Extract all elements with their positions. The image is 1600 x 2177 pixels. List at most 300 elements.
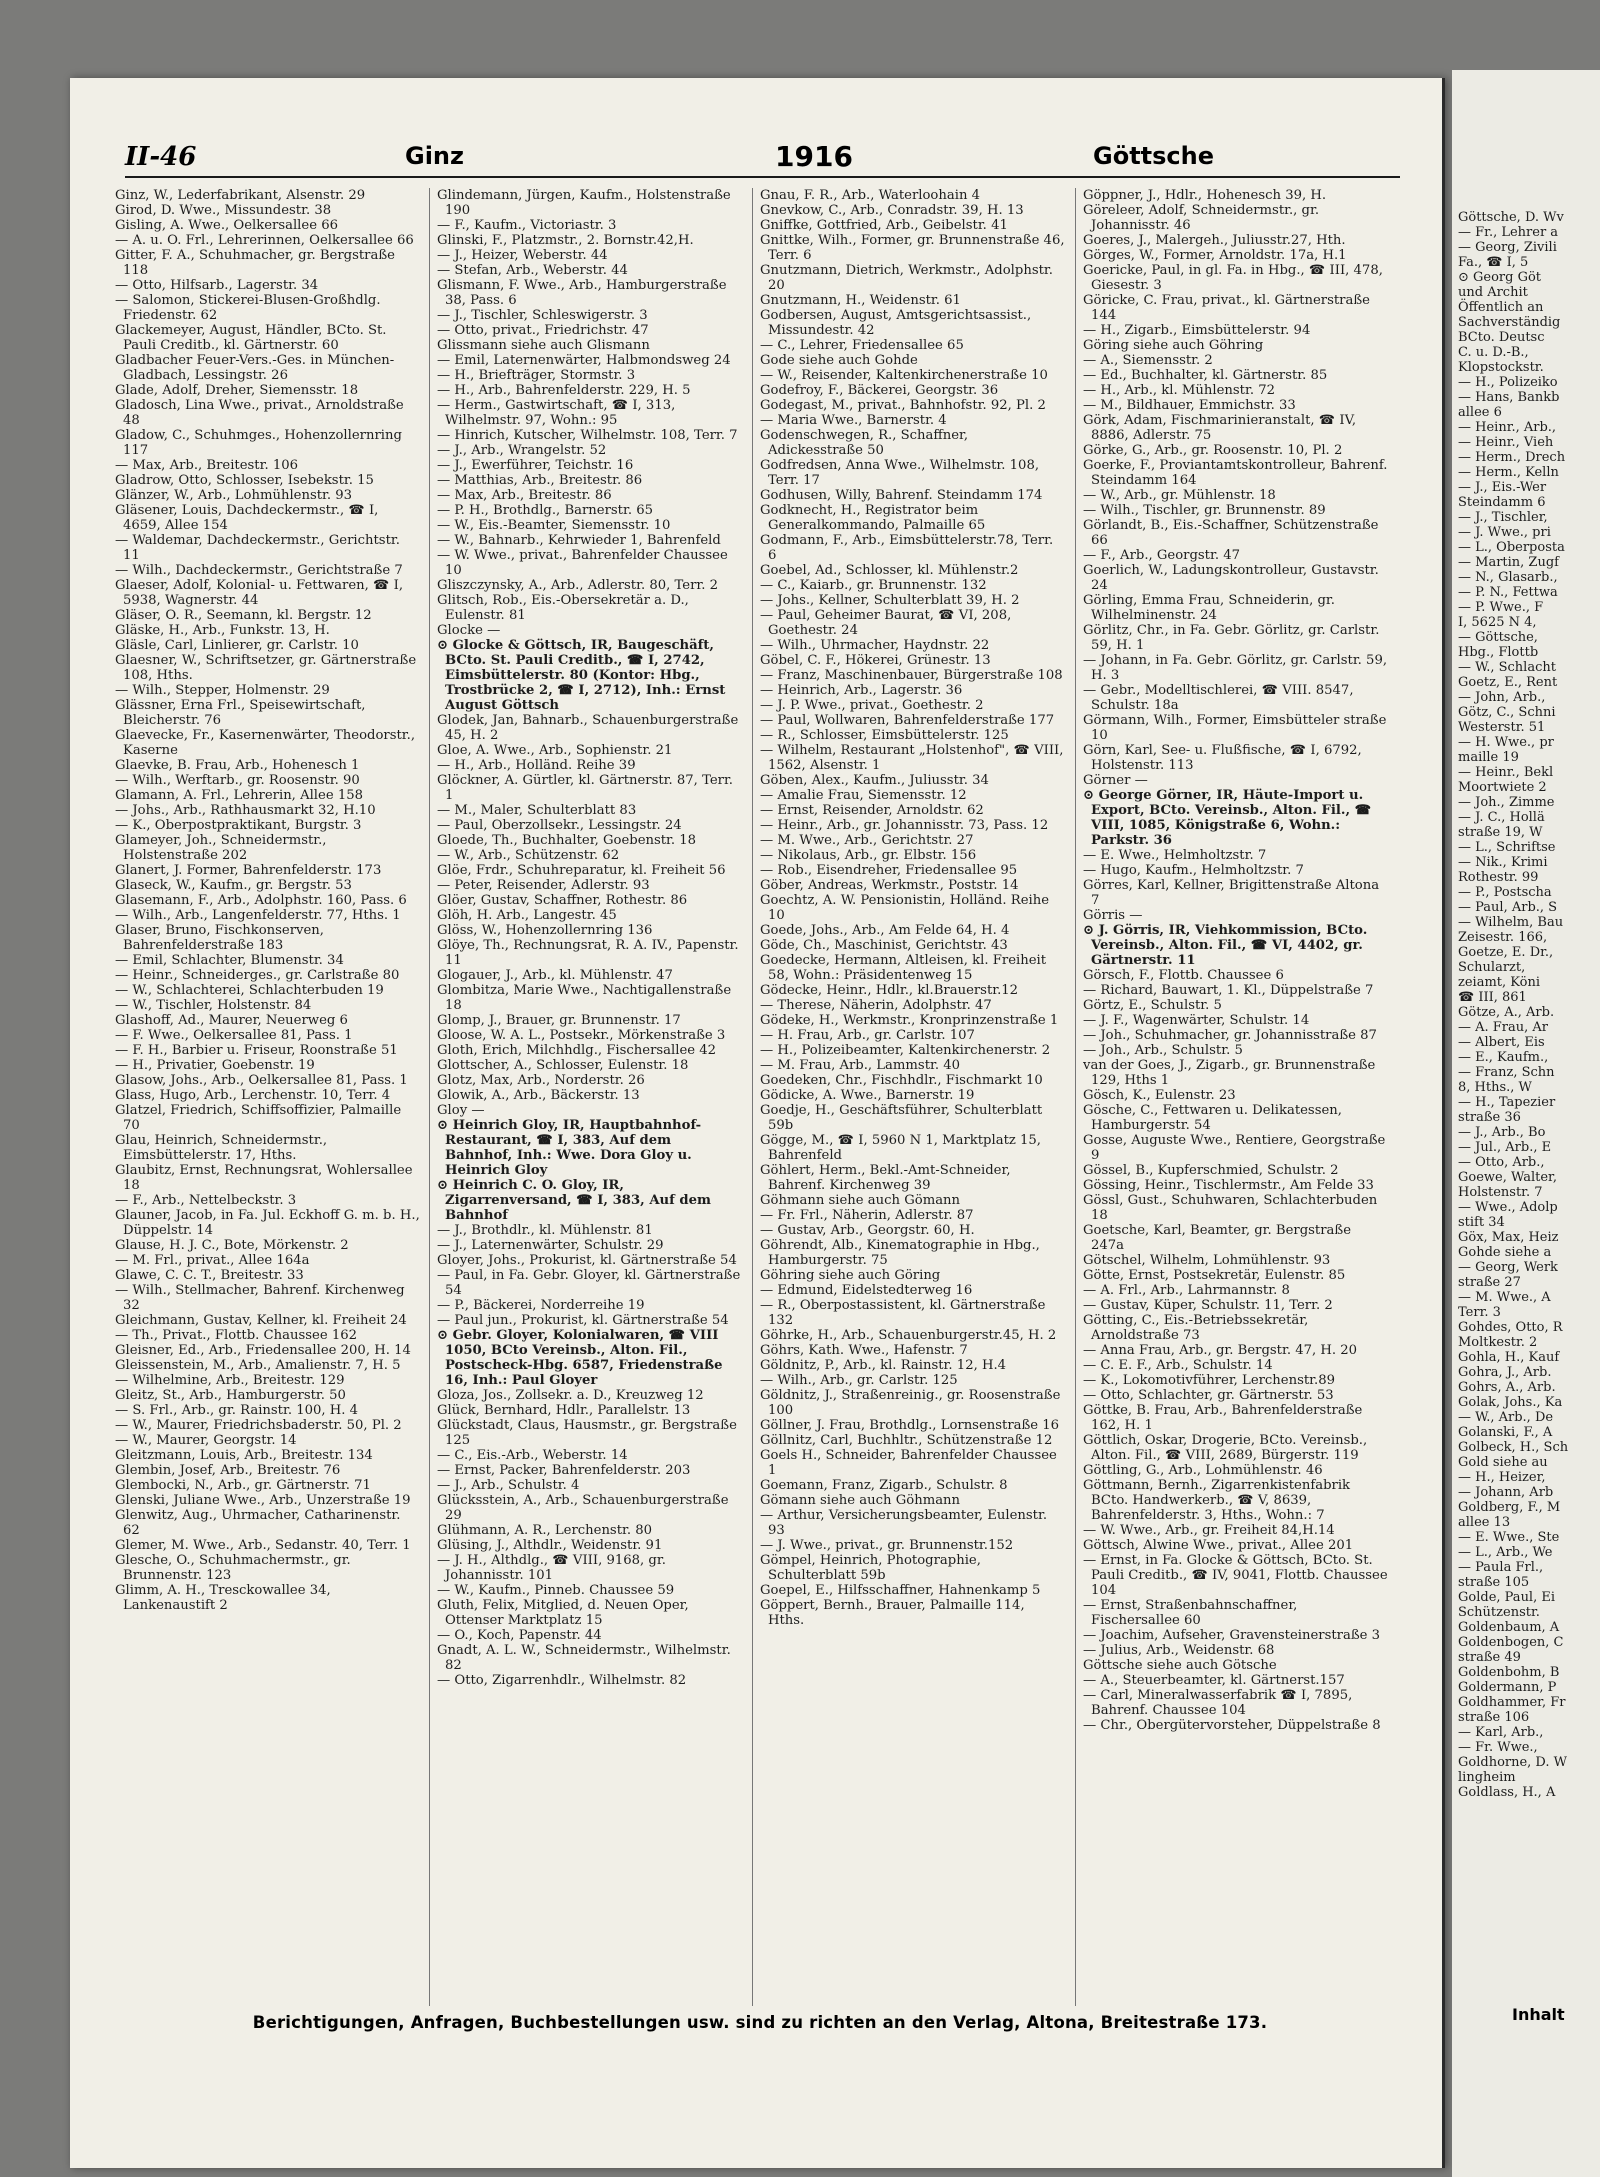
directory-entry: Glatzel, Friedrich, Schiffsoffizier, Palmaille 70 [115,1103,402,1133]
directory-entry: Goepel, E., Hilfsschaffner, Hahnenkamp 5 [760,1583,1041,1598]
directory-entry: Glitsch, Rob., Eis.-Obersekretär a. D., Eulenstr. 81 [437,593,689,623]
directory-entry: Glaseck, W., Kaufm., gr. Bergstr. 53 [115,878,352,893]
directory-entry: ⊙ Gebr. Gloyer, Kolonialwaren, ☎ VIII 1050, BCto Vereinsb., Alton. Fil., Postscheck-Hbg. 6587, Friedenstraße 16, Inh.: Paul Gloyer [437,1328,723,1388]
adjacent-page-line: — H., Polizeiko [1458,375,1558,390]
directory-entry: Godegast, M., privat., Bahnhofstr. 92, Pl. 2 [760,398,1046,413]
directory-entry: Glässner, Erna Frl., Speisewirtschaft, Bleicherstr. 76 [115,698,366,728]
directory-entry: Götte, Ernst, Postsekretär, Eulenstr. 85 [1083,1268,1346,1283]
adjacent-page-line: — J. Wwe., pri [1458,525,1551,540]
directory-entry: Görk, Adam, Fischmarinieranstalt, ☎ IV, 8886, Adlerstr. 75 [1083,413,1357,443]
directory-entry: — W., Tischler, Holstenstr. 84 [115,998,312,1013]
directory-entry: Glasemann, F., Arb., Adolphstr. 160, Pass. 6 [115,893,407,908]
column-divider [1075,188,1076,2006]
adjacent-page-line: ⊙ Georg Göt [1458,270,1542,285]
directory-entry: Gläske, H., Arb., Funkstr. 13, H. [115,623,330,638]
directory-entry: Görling, Emma Frau, Schneiderin, gr. Wilhelminenstr. 24 [1083,593,1335,623]
directory-entry: — C., Eis.-Arb., Weberstr. 14 [437,1448,628,1463]
directory-entry: — Waldemar, Dachdeckermstr., Gerichtstr. 11 [115,533,400,563]
adjacent-page-line: — W., Arb., De [1458,1410,1554,1425]
directory-entry: — F. Wwe., Oelkersallee 81, Pass. 1 [115,1028,353,1043]
directory-entry: Göldnitz, J., Straßenreinig., gr. Roosenstraße 100 [760,1388,1061,1418]
adjacent-page-line: — Martin, Zugf [1458,555,1559,570]
adjacent-page-line: — W., Schlacht [1458,660,1556,675]
adjacent-page-line: — H., Heizer, [1458,1470,1546,1485]
directory-entry: Göricke, C. Frau, privat., kl. Gärtnerstraße 144 [1083,293,1370,323]
directory-entry: — R., Oberpostassistent, kl. Gärtnerstraße 132 [760,1298,1046,1328]
adjacent-page-line: Goldhammer, Fr [1458,1695,1566,1710]
directory-entry: Glöckner, A. Gürtler, kl. Gärtnerstr. 87, Terr. 1 [437,773,733,803]
directory-entry: — Emil, Schlachter, Blumenstr. 34 [115,953,344,968]
directory-entry: — Ernst, in Fa. Glocke & Göttsch, BCto. St. Pauli Creditb., ☎ IV, 9041, Flottb. Chaussee 104 [1083,1553,1388,1598]
adjacent-page-line: Gohla, H., Kauf [1458,1350,1560,1365]
directory-entry: Goeres, J., Malergeh., Juliusstr.27, Hth. [1083,233,1346,248]
directory-entry: — Rob., Eisendreher, Friedensallee 95 [760,863,1018,878]
directory-entry: — J. F., Wagenwärter, Schulstr. 14 [1083,1013,1310,1028]
directory-entry: — Wilh., Stepper, Holmenstr. 29 [115,683,330,698]
adjacent-page-line: Schützenstr. [1458,1605,1540,1620]
adjacent-page-line: — J., Arb., Bo [1458,1125,1546,1140]
directory-entry: Gluth, Felix, Mitglied, d. Neuen Oper, Ottenser Marktplatz 15 [437,1598,689,1628]
directory-entry: Gloza, Jos., Zollsekr. a. D., Kreuzweg 12 [437,1388,704,1403]
directory-entry: Gläsener, Louis, Dachdeckermstr., ☎ I, 4659, Allee 154 [115,503,379,533]
directory-entry: Gösche, C., Fettwaren u. Delikatessen, Hamburgerstr. 54 [1083,1103,1342,1133]
adjacent-page-line: lingheim [1458,1770,1516,1785]
directory-entry: — Matthias, Arb., Breitestr. 86 [437,473,643,488]
directory-entry: Goerlich, W., Ladungskontrolleur, Gustavstr. 24 [1083,563,1379,593]
directory-entry: Glück, Bernhard, Hdlr., Parallelstr. 13 [437,1403,691,1418]
directory-entry: Gladow, C., Schuhmges., Hohenzollernring 117 [115,428,402,458]
adjacent-page-line: — A. Frau, Ar [1458,1020,1549,1035]
directory-entry: Glomp, J., Brauer, gr. Brunnenstr. 17 [437,1013,681,1028]
adjacent-page-line: maille 19 [1458,750,1519,765]
directory-entry: Gladrow, Otto, Schlosser, Isebekstr. 15 [115,473,374,488]
directory-entry: Goedeken, Chr., Fischhdlr., Fischmarkt 10 [760,1073,1043,1088]
directory-entry: Gladosch, Lina Wwe., privat., Arnoldstraße 48 [115,398,404,428]
directory-entry: Göttsche siehe auch Götsche [1083,1658,1277,1673]
directory-entry: Goericke, Paul, in gl. Fa. in Hbg., ☎ III, 478, Giesestr. 3 [1083,263,1383,293]
directory-entry: — Emil, Laternenwärter, Halbmondsweg 24 [437,353,731,368]
directory-entry: Glauner, Jacob, in Fa. Jul. Eckhoff G. m. b. H., Düppelstr. 14 [115,1208,420,1238]
directory-entry: van der Goes, J., Zigarb., gr. Brunnenstraße 129, Hths 1 [1083,1058,1376,1088]
directory-entry: — J., Ewerführer, Teichstr. 16 [437,458,634,473]
adjacent-page-line: und Archit [1458,285,1528,300]
directory-entry: — W., Schlachterei, Schlachterbuden 19 [115,983,384,998]
directory-entry: — Wilhelm, Restaurant „Holstenhof", ☎ VIII, 1562, Alsenstr. 1 [760,743,1064,773]
directory-entry: Görlandt, B., Eis.-Schaffner, Schützenstraße 66 [1083,518,1379,548]
adjacent-page-line: Goldberg, F., M [1458,1500,1561,1515]
directory-entry: Glause, H. J. C., Bote, Mörkenstr. 2 [115,1238,349,1253]
directory-entry: Goechtz, A. W. Pensionistin, Holländ. Reihe 10 [760,893,1050,923]
directory-entry: Glass, Hugo, Arb., Lerchenstr. 10, Terr. 4 [115,1088,391,1103]
adjacent-page-line: — J. C., Hollä [1458,810,1545,825]
directory-entry: Glowik, A., Arb., Bäckerstr. 13 [437,1088,640,1103]
directory-entry: — Hugo, Kaufm., Helmholtzstr. 7 [1083,863,1304,878]
adjacent-page-line: — M. Wwe., A [1458,1290,1551,1305]
directory-entry: Göttsch, Alwine Wwe., privat., Allee 201 [1083,1538,1354,1553]
directory-entry: — H., Briefträger, Stormstr. 3 [437,368,636,383]
directory-entry: Görlitz, Chr., in Fa. Gebr. Görlitz, gr. Carlstr. 59, H. 1 [1083,623,1380,653]
directory-entry: Göber, Andreas, Werkmstr., Poststr. 14 [760,878,1019,893]
adjacent-page-line: — E., Kaufm., [1458,1050,1549,1065]
directory-entry: Glismann, F. Wwe., Arb., Hamburgerstraße 38, Pass. 6 [437,278,727,308]
directory-entry: Glänzer, W., Arb., Lohmühlenstr. 93 [115,488,353,503]
adjacent-page-line: — H., Tapezier [1458,1095,1556,1110]
adjacent-page-line: — Albert, Eis [1458,1035,1545,1050]
adjacent-page-line: Zeisestr. 166, [1458,930,1548,945]
directory-entry: — C., Lehrer, Friedensallee 65 [760,338,964,353]
directory-entry: Glühmann, A. R., Lerchenstr. 80 [437,1523,653,1538]
adjacent-page-line: — J., Tischler, [1458,510,1548,525]
directory-entry: Gloyer, Johs., Prokurist, kl. Gärtnerstraße 54 [437,1253,737,1268]
adjacent-page-line: — L., Arb., We [1458,1545,1553,1560]
adjacent-page-line: — E. Wwe., Ste [1458,1530,1560,1545]
directory-entry: Glotz, Max, Arb., Norderstr. 26 [437,1073,645,1088]
directory-entry: — Chr., Obergütervorsteher, Düppelstraße 8 [1083,1718,1381,1733]
directory-entry: — Julius, Arb., Weidenstr. 68 [1083,1643,1275,1658]
directory-entry: Glimm, A. H., Tresckowallee 34, Lankenaustift 2 [115,1583,331,1613]
directory-entry: Goede, Johs., Arb., Am Felde 64, H. 4 [760,923,1010,938]
directory-entry: Gliszczynsky, A., Arb., Adlerstr. 80, Terr. 2 [437,578,719,593]
directory-entry: Glinski, F., Platzmstr., 2. Bornstr.42,H. [437,233,694,248]
directory-entry: Gnevkow, C., Arb., Conradstr. 39, H. 13 [760,203,1024,218]
directory-entry: — Ernst, Reisender, Arnoldstr. 62 [760,803,984,818]
directory-entry: Gniffke, Gottfried, Arb., Geibelstr. 41 [760,218,1008,233]
directory-entry: Godfredsen, Anna Wwe., Wilhelmstr. 108, Terr. 17 [760,458,1040,488]
adjacent-page-line: straße 49 [1458,1650,1521,1665]
directory-entry: Göttke, B. Frau, Arb., Bahrenfelderstraße 162, H. 1 [1083,1403,1363,1433]
directory-entry: Gloe, A. Wwe., Arb., Sophienstr. 21 [437,743,673,758]
directory-entry: Gleitz, St., Arb., Hamburgerstr. 50 [115,1388,346,1403]
directory-entry: — E. Wwe., Helmholtzstr. 7 [1083,848,1267,863]
column-3 [760,188,1065,2006]
adjacent-page-line: Rothestr. 99 [1458,870,1539,885]
adjacent-page-line: — Herm., Drech [1458,450,1566,465]
directory-entry: — H., Polizeibeamter, Kaltenkirchenerstr. 2 [760,1043,1051,1058]
directory-entry: Gödeke, H., Werkmstr., Kronprinzenstraße 1 [760,1013,1059,1028]
directory-entry: Glesche, O., Schuhmachermstr., gr. Brunnenstr. 123 [115,1553,351,1583]
directory-entry: Gnutzmann, H., Weidenstr. 61 [760,293,961,308]
directory-entry: — Hinrich, Kutscher, Wilhelmstr. 108, Terr. 7 [437,428,738,443]
directory-entry: Gloede, Th., Buchhalter, Goebenstr. 18 [437,833,697,848]
directory-entry: Glaeser, Adolf, Kolonial- u. Fettwaren, ☎ I, 5938, Wagnerstr. 44 [115,578,404,608]
directory-entry: Gläsle, Carl, Linlierer, gr. Carlstr. 10 [115,638,359,653]
directory-entry: — Salomon, Stickerei-Blusen-Großhdlg. Friedenstr. 62 [115,293,381,323]
adjacent-page-line: — Georg, Werk [1458,1260,1558,1275]
directory-entry: Glöss, W., Hohenzollernring 136 [437,923,653,938]
adjacent-page-line: I, 5625 N 4, [1458,615,1537,630]
adjacent-page-line: — N., Glasarb., [1458,570,1558,585]
directory-entry: — H., Privatier, Goebenstr. 19 [115,1058,315,1073]
directory-entry: Glodek, Jan, Bahnarb., Schauenburgerstraße 45, H. 2 [437,713,739,743]
directory-entry: — H., Arb., kl. Mühlenstr. 72 [1083,383,1275,398]
adjacent-page-line: Goldermann, P [1458,1680,1557,1695]
directory-entry: Gössel, B., Kupferschmied, Schulstr. 2 [1083,1163,1339,1178]
adjacent-page-line: straße 105 [1458,1575,1530,1590]
directory-entry: — A. Frl., Arb., Lahrmannstr. 8 [1083,1283,1290,1298]
directory-entry: — Arthur, Versicherungsbeamter, Eulenstr. 93 [760,1508,1048,1538]
directory-entry: — Max, Arb., Breitestr. 106 [115,458,299,473]
directory-entry: — Amalie Frau, Siemensstr. 12 [760,788,967,803]
directory-entry: Görke, G., Arb., gr. Roosenstr. 10, Pl. 2 [1083,443,1343,458]
directory-entry: — M., Maler, Schulterblatt 83 [437,803,637,818]
directory-entry: — W., Arb., Schützenstr. 62 [437,848,620,863]
directory-entry: Glöer, Gustav, Schaffner, Rothestr. 86 [437,893,688,908]
directory-entry: — W., Maurer, Georgstr. 14 [115,1433,297,1448]
adjacent-page-line: Moltkestr. 2 [1458,1335,1538,1350]
directory-entry: — Gustav, Küper, Schulstr. 11, Terr. 2 [1083,1298,1333,1313]
directory-entry: Gnau, F. R., Arb., Waterloohain 4 [760,188,981,203]
directory-entry: Göde, Ch., Maschinist, Gerichtstr. 43 [760,938,1008,953]
directory-entry: Godknecht, H., Registrator beim Generalkommando, Palmaille 65 [760,503,986,533]
directory-entry: Goedje, H., Geschäftsführer, Schulterblatt 59b [760,1103,1043,1133]
directory-entry: — Ed., Buchhalter, kl. Gärtnerstr. 85 [1083,368,1328,383]
directory-entry: Glau, Heinrich, Schneidermstr., Eimsbüttelerstr. 17, Hths. [115,1133,328,1163]
directory-entry: Gode siehe auch Gohde [760,353,918,368]
adjacent-page-line: Goldlass, H., A [1458,1785,1556,1800]
directory-entry: — H. Frau, Arb., gr. Carlstr. 107 [760,1028,975,1043]
directory-entry: — P. H., Brothdlg., Barnerstr. 65 [437,503,653,518]
directory-entry: Göllnitz, Carl, Buchhltr., Schützenstraße 12 [760,1433,1053,1448]
directory-entry: Gnittke, Wilh., Former, gr. Brunnenstraße 46, Terr. 6 [760,233,1065,263]
directory-entry: — Fr. Frl., Näherin, Adlerstr. 87 [760,1208,974,1223]
directory-entry: — J. H., Althdlg., ☎ VIII, 9168, gr. Johannisstr. 101 [437,1553,666,1583]
directory-entry: — Joachim, Aufseher, Gravensteinerstraße 3 [1083,1628,1381,1643]
directory-entry: — M. Frau, Arb., Lammstr. 40 [760,1058,961,1073]
adjacent-page-line: 8, Hths., W [1458,1080,1532,1095]
adjacent-page-line: Westerstr. 51 [1458,720,1546,735]
directory-entry: — C. E. F., Arb., Schulstr. 14 [1083,1358,1273,1373]
directory-entry: Glöh, H. Arb., Langestr. 45 [437,908,617,923]
adjacent-page-line: — Jul., Arb., E [1458,1140,1552,1155]
directory-entry: — Wilh., Dachdeckermstr., Gerichtstraße 7 [115,563,403,578]
column-4 [1083,188,1388,2006]
directory-entry: Glaesner, W., Schriftsetzer, gr. Gärtnerstraße 108, Hths. [115,653,417,683]
directory-entry: Glenwitz, Aug., Uhrmacher, Catharinenstr. 62 [115,1508,401,1538]
directory-entry: — Herm., Gastwirtschaft, ☎ I, 313, Wilhelmstr. 97, Wohn.: 95 [437,398,676,428]
adjacent-page-line: Terr. 3 [1458,1305,1501,1320]
directory-entry: Göttling, G., Arb., Lohmühlenstr. 46 [1083,1463,1323,1478]
column-divider [752,188,753,2006]
directory-entry: — J., Brothdlr., kl. Mühlenstr. 81 [437,1223,653,1238]
adjacent-page-line: — Paul, Arb., S [1458,900,1558,915]
adjacent-page-line: Göx, Max, Heiz [1458,1230,1559,1245]
directory-entry: — Nikolaus, Arb., gr. Elbstr. 156 [760,848,977,863]
directory-entry: — A., Steuerbeamter, kl. Gärtnerst.157 [1083,1673,1345,1688]
adjacent-page-line: allee 13 [1458,1515,1511,1530]
directory-entry: — W., Arb., gr. Mühlenstr. 18 [1083,488,1276,503]
directory-entry: Glashoff, Ad., Maurer, Neuerweg 6 [115,1013,348,1028]
directory-entry: Gleichmann, Gustav, Kellner, kl. Freiheit 24 [115,1313,407,1328]
directory-entry: Göhrke, H., Arb., Schauenburgerstr.45, H. 2 [760,1328,1057,1343]
directory-entry: Gläser, O. R., Seemann, kl. Bergstr. 12 [115,608,372,623]
adjacent-page-line: — Wwe., Adolp [1458,1200,1558,1215]
adjacent-page-line: — P. N., Fettwa [1458,585,1558,600]
directory-entry: — Paul, Geheimer Baurat, ☎ VI, 208, Goethestr. 24 [760,608,1012,638]
directory-entry: — J., Laternenwärter, Schulstr. 29 [437,1238,664,1253]
adjacent-page-line: — J., Eis.-Wer [1458,480,1547,495]
adjacent-page-line: Golak, Johs., Ka [1458,1395,1563,1410]
directory-entry: — W., Kaufm., Pinneb. Chaussee 59 [437,1583,675,1598]
directory-entry: Gödicke, A. Wwe., Barnerstr. 19 [760,1088,975,1103]
adjacent-page-edge [1452,70,1600,2177]
directory-entry: Gögge, M., ☎ I, 5960 N 1, Marktplatz 15, Bahrenfeld [760,1133,1041,1163]
adjacent-page-line: BCto. Deutsc [1458,330,1545,345]
directory-entry: — Paul jun., Prokurist, kl. Gärtnerstraße 54 [437,1313,729,1328]
directory-entry: Gosse, Auguste Wwe., Rentiere, Georgstraße 9 [1083,1133,1386,1163]
directory-entry: — F. H., Barbier u. Friseur, Roonstraße 51 [115,1043,398,1058]
directory-entry: — H., Zigarb., Eimsbüttelerstr. 94 [1083,323,1311,338]
adjacent-page-line: — Fr. Wwe., [1458,1740,1538,1755]
directory-entry: — M. Wwe., Arb., Gerichtstr. 27 [760,833,974,848]
adjacent-page-line: Gohra, J., Arb. [1458,1365,1552,1380]
adjacent-page-line: Götze, A., Arb. [1458,1005,1555,1020]
directory-entry: Glöye, Th., Rechnungsrat, R. A. IV., Papenstr. 11 [437,938,739,968]
directory-entry: — Therese, Näherin, Adolphstr. 47 [760,998,992,1013]
adjacent-page-line: Golbeck, H., Sch [1458,1440,1569,1455]
adjacent-page-line: allee 6 [1458,405,1502,420]
directory-entry: — Peter, Reisender, Adlerstr. 93 [437,878,650,893]
adjacent-page-line: — Göttsche, [1458,630,1538,645]
directory-entry: — A. u. O. Frl., Lehrerinnen, Oelkersallee 66 [115,233,414,248]
adjacent-page-line: straße 36 [1458,1110,1521,1125]
directory-entry: Godefroy, F., Bäckerei, Georgstr. 36 [760,383,999,398]
adjacent-page-line: C. u. D.-B., [1458,345,1529,360]
adjacent-page-line: Holstenstr. 7 [1458,1185,1543,1200]
adjacent-page-line: Götz, C., Schni [1458,705,1556,720]
directory-entry: Glindemann, Jürgen, Kaufm., Holstenstraße 190 [437,188,731,218]
directory-entry: — K., Lokomotivführer, Lerchenstr.89 [1083,1373,1335,1388]
directory-entry: Glogauer, J., Arb., kl. Mühlenstr. 47 [437,968,673,983]
directory-entry: Görges, W., Former, Arnoldstr. 17a, H.1 [1083,248,1347,263]
directory-entry: Glemer, M. Wwe., Arb., Sedanstr. 40, Terr. 1 [115,1538,411,1553]
adjacent-page-line: — P., Postscha [1458,885,1552,900]
directory-entry: Görmann, Wilh., Former, Eimsbütteler straße 10 [1083,713,1387,743]
directory-entry: — Wilh., Uhrmacher, Haydnstr. 22 [760,638,990,653]
directory-entry: Görner — [1083,773,1148,788]
directory-entry: — F., Arb., Nettelbeckstr. 3 [115,1193,297,1208]
directory-entry: — Edmund, Eidelstedterweg 16 [760,1283,973,1298]
directory-entry: Glückstadt, Claus, Hausmstr., gr. Bergstraße 125 [437,1418,737,1448]
adjacent-page-line: — Nik., Krimi [1458,855,1548,870]
directory-entry: Glamann, A. Frl., Lehrerin, Allee 158 [115,788,363,803]
directory-entry: — C., Kaiarb., gr. Brunnenstr. 132 [760,578,987,593]
adjacent-page-line: — Herm., Kelln [1458,465,1559,480]
adjacent-page-line: Gold siehe au [1458,1455,1548,1470]
adjacent-page-line: — Fr., Lehrer a [1458,225,1559,240]
first-entry-heading: Ginz [405,142,464,170]
adjacent-page-line: Goetze, E. Dr., [1458,945,1554,960]
adjacent-page-line: Steindamm 6 [1458,495,1546,510]
directory-entry: Gösch, K., Eulenstr. 23 [1083,1088,1236,1103]
directory-entry: — J. Wwe., privat., gr. Brunnenstr.152 [760,1538,1014,1553]
directory-entry: Glembin, Josef, Arb., Breitestr. 76 [115,1463,341,1478]
directory-entry: — A., Siemensstr. 2 [1083,353,1213,368]
directory-entry: — Wilh., Arb., Langenfelderstr. 77, Hths. 1 [115,908,401,923]
directory-entry: — Joh., Arb., Schulstr. 5 [1083,1043,1243,1058]
directory-entry: — R., Schlosser, Eimsbüttelerstr. 125 [760,728,1009,743]
directory-entry: Ginz, W., Lederfabrikant, Alsenstr. 29 [115,188,366,203]
directory-entry: Göttmann, Bernh., Zigarrenkistenfabrik BCto. Handwerkerb., ☎ V, 8639, Bahrenfelderstr. 3, Hths., Wohn.: 7 [1083,1478,1351,1523]
adjacent-page-line: zeiamt, Köni [1458,975,1540,990]
directory-entry: Gitter, F. A., Schuhmacher, gr. Bergstraße 118 [115,248,395,278]
directory-entry: — Th., Privat., Flottb. Chaussee 162 [115,1328,358,1343]
directory-entry: Glasow, Johs., Arb., Oelkersallee 81, Pass. 1 [115,1073,408,1088]
directory-entry: — Franz, Maschinenbauer, Bürgerstraße 108 [760,668,1063,683]
adjacent-page-lines [1458,210,1568,1800]
directory-entry: — Maria Wwe., Barnerstr. 4 [760,413,947,428]
column-2 [437,188,742,2006]
directory-entry: Göring siehe auch Göhring [1083,338,1264,353]
directory-entry: — Richard, Bauwart, 1. Kl., Düppelstraße 7 [1083,983,1374,998]
directory-entry: Gloth, Erich, Milchhdlg., Fischersallee 42 [437,1043,717,1058]
directory-entry: — Carl, Mineralwasserfabrik ☎ I, 7895, Bahrenf. Chaussee 104 [1083,1688,1353,1718]
directory-entry: Göhrs, Kath. Wwe., Hafenstr. 7 [760,1343,968,1358]
adjacent-page-line: straße 106 [1458,1710,1530,1725]
adjacent-page-line: Schularzt, [1458,960,1526,975]
adjacent-page-footer: Inhalt [1512,2005,1565,2024]
adjacent-page-line: Goetz, E., Rent [1458,675,1558,690]
directory-entry: Glackemeyer, August, Händler, BCto. St. Pauli Creditb., kl. Gärtnerstr. 60 [115,323,387,353]
adjacent-page-line: — Joh., Zimme [1458,795,1555,810]
directory-entry: Glaevecke, Fr., Kasernenwärter, Theodorstr., Kaserne [115,728,416,758]
directory-entry: Godhusen, Willy, Bahrenf. Steindamm 174 [760,488,1043,503]
directory-entry: — Ernst, Packer, Bahrenfelderstr. 203 [437,1463,691,1478]
directory-entry: — M. Frl., privat., Allee 164a [115,1253,310,1268]
adjacent-page-line: Goldenbohm, B [1458,1665,1560,1680]
directory-entry: Girod, D. Wwe., Missundestr. 38 [115,203,332,218]
directory-entry: Gloose, W. A. L., Postsekr., Mörkenstraße 3 [437,1028,726,1043]
directory-entry: — Ernst, Straßenbahnschaffner, Fischersallee 60 [1083,1598,1298,1628]
directory-entry: — J., Tischler, Schleswigerstr. 3 [437,308,648,323]
directory-entry: — J., Heizer, Weberstr. 44 [437,248,608,263]
directory-entry: — Heinr., Arb., gr. Johannisstr. 73, Pass. 12 [760,818,1049,833]
column-divider [429,188,430,2006]
directory-entry: Göreleer, Adolf, Schneidermstr., gr. Johannisstr. 46 [1083,203,1320,233]
directory-entry: — Joh., Schuhmacher, gr. Johannisstraße 87 [1083,1028,1377,1043]
directory-entry: Görtz, E., Schulstr. 5 [1083,998,1222,1013]
directory-entry: Göppert, Bernh., Brauer, Palmaille 114, Hths. [760,1598,1025,1628]
directory-entry: Glenski, Juliane Wwe., Arb., Unzerstraße 19 [115,1493,411,1508]
adjacent-page-line: Goldhorne, D. W [1458,1755,1568,1770]
adjacent-page-line: ☎ III, 861 [1458,990,1527,1005]
adjacent-page-line: Gohde siehe a [1458,1245,1552,1260]
directory-entry: — Heinr., Schneiderges., gr. Carlstraße 80 [115,968,400,983]
adjacent-page-line: — Georg, Zivili [1458,240,1557,255]
directory-entry: — M., Bildhauer, Emmichstr. 33 [1083,398,1296,413]
directory-entry: — W., Bahnarb., Kehrwieder 1, Bahrenfeld [437,533,721,548]
directory-entry: — J. P. Wwe., privat., Goethestr. 2 [760,698,984,713]
adjacent-page-line: Goldenbaum, A [1458,1620,1560,1635]
adjacent-page-line: — P. Wwe., F [1458,600,1544,615]
adjacent-page-line: Sachverständig [1458,315,1561,330]
directory-entry: ⊙ Heinrich C. O. Gloy, IR, Zigarrenversand, ☎ I, 383, Auf dem Bahnhof [437,1178,711,1223]
directory-entry: Göhrendt, Alb., Kinematographie in Hbg., Hamburgerstr. 75 [760,1238,1040,1268]
adjacent-page-line: Gohrs, A., Arb. [1458,1380,1556,1395]
directory-entry: Goerke, F., Proviantamtskontrolleur, Bahrenf. Steindamm 164 [1083,458,1388,488]
directory-page [70,78,1445,2168]
directory-entry: Gödecke, Heinr., Hdlr., kl.Brauerstr.12 [760,983,1019,998]
adjacent-page-line: — Heinr., Bekl [1458,765,1554,780]
directory-entry: Göben, Alex., Kaufm., Juliusstr. 34 [760,773,989,788]
directory-entry: — P., Bäckerei, Norderreihe 19 [437,1298,645,1313]
directory-entry: ⊙ Heinrich Gloy, IR, Hauptbahnhof-Restaurant, ☎ I, 383, Auf dem Bahnhof, Inh.: Wwe. Dora Gloy u. Heinrich Gloy [437,1118,702,1178]
directory-entry: Godenschwegen, R., Schaffner, Adickesstraße 50 [760,428,969,458]
directory-entry: — Wilh., Werftarb., gr. Roosenstr. 90 [115,773,360,788]
adjacent-page-line: straße 19, W [1458,825,1543,840]
directory-entry: Göldnitz, P., Arb., kl. Rainstr. 12, H.4 [760,1358,1007,1373]
directory-entry: Glameyer, Joh., Schneidermstr., Holstenstraße 202 [115,833,327,863]
directory-entry: Gnadt, A. L. W., Schneidermstr., Wilhelmstr. 82 [437,1643,731,1673]
